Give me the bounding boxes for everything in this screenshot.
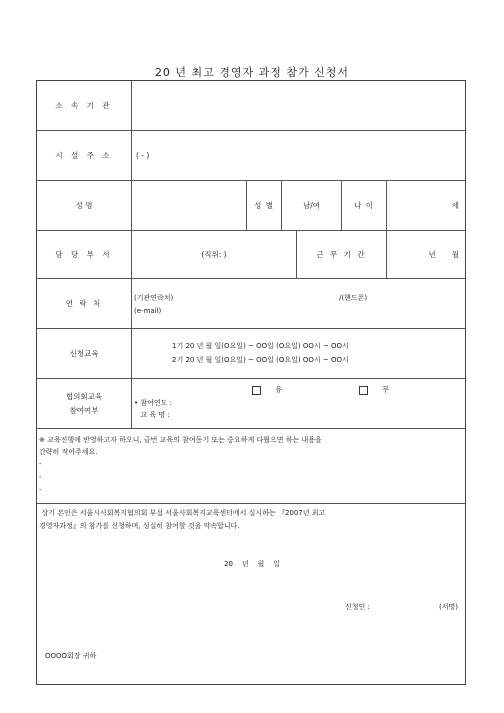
month-unit: 월 (451, 250, 459, 259)
gender-field[interactable]: 남/여 (282, 181, 342, 230)
checkbox-no[interactable] (359, 386, 368, 395)
address-field[interactable]: ( - ) (136, 151, 150, 160)
signature-label[interactable]: (서명) (439, 603, 458, 611)
label-contact: 연 락 처 (37, 279, 132, 328)
motivation-line-2: - (39, 473, 42, 481)
option-no[interactable] (359, 384, 389, 395)
row-organization (37, 81, 465, 131)
row-motivation[interactable] (37, 429, 465, 504)
label-organization: 소 속 기 관 (37, 81, 132, 130)
label-department: 담 당 부 서 (37, 231, 132, 278)
option-no-label: 무 (382, 385, 390, 394)
participation-field (132, 379, 467, 428)
course-session-1: 1기 20 년 월 일(O요일) ~ OO일 (O요일) OO시 ~ OO시 (172, 342, 349, 350)
motivation-instruction-1: ※ 교육진행에 반영하고자 하오니, 금번 교육의 참여동기 또는 중요하게 다뤘으면 하는 내용을 (39, 436, 322, 444)
row-name (37, 181, 465, 231)
row-participation (37, 379, 465, 429)
option-yes-label: 유 (275, 385, 283, 394)
addressee: OOOO회장 귀하 (45, 652, 97, 660)
pledge-text-2: 경영자과정』의 참가를 신청하며, 성실히 참여할 것을 약속합니다. (39, 522, 240, 530)
row-course (37, 329, 465, 379)
age-unit[interactable]: 세 (451, 201, 459, 210)
motivation-line-3: - (39, 486, 42, 494)
label-participation-line1: 협의회교육 (65, 392, 103, 401)
motivation-line-1: - (39, 460, 42, 468)
label-participation-line2: 참여여부 (69, 406, 99, 415)
motivation-instruction-2: 간략히 적어주세요. (39, 448, 98, 456)
year-unit: 년 (428, 250, 436, 259)
form-title: 20 년 최고 경영자 과정 참가 신청서 (154, 66, 350, 79)
contact-field[interactable] (132, 279, 467, 328)
mobile-label: /(핸드폰) (339, 294, 368, 302)
pledge-text-1: 상기 본인은 서울시사회복지협의회 부설 서울사회복지교육센터에서 실시하는 『2007년 최고 (37, 509, 326, 517)
participation-year-label: • 참여연도 : (134, 399, 172, 407)
label-participation (37, 379, 132, 428)
label-address: 시 설 주 소 (37, 131, 132, 180)
application-form (36, 80, 466, 685)
label-gender: 성 별 (247, 181, 282, 230)
label-age: 나 이 (342, 181, 387, 230)
course-session-2: 2기 20 년 월 일(O요일) ~ OO일 (O요일) OO시 ~ OO시 (172, 356, 349, 364)
organization-field[interactable] (132, 81, 467, 130)
work-period-field[interactable] (387, 231, 467, 278)
row-contact (37, 279, 465, 329)
label-work-period: 근 무 기 간 (297, 231, 387, 278)
label-course: 신청교육 (37, 329, 132, 378)
position-field[interactable]: (직위: ) (132, 231, 297, 278)
applicant-label: 신청인 : (345, 603, 370, 611)
agency-phone-label: (기관연락처) (134, 294, 174, 302)
label-name: 성 명 (37, 181, 132, 230)
row-department (37, 231, 465, 279)
checkbox-yes[interactable] (252, 386, 261, 395)
course-name-label: 교 육 명 : (136, 411, 170, 419)
row-pledge (37, 504, 465, 686)
email-label: (e-mail) (134, 307, 162, 315)
pledge-date: 20 년 월 일 (224, 560, 280, 568)
name-field[interactable] (132, 181, 247, 230)
row-address (37, 131, 465, 181)
course-field[interactable] (132, 329, 467, 378)
option-yes[interactable] (252, 384, 282, 395)
